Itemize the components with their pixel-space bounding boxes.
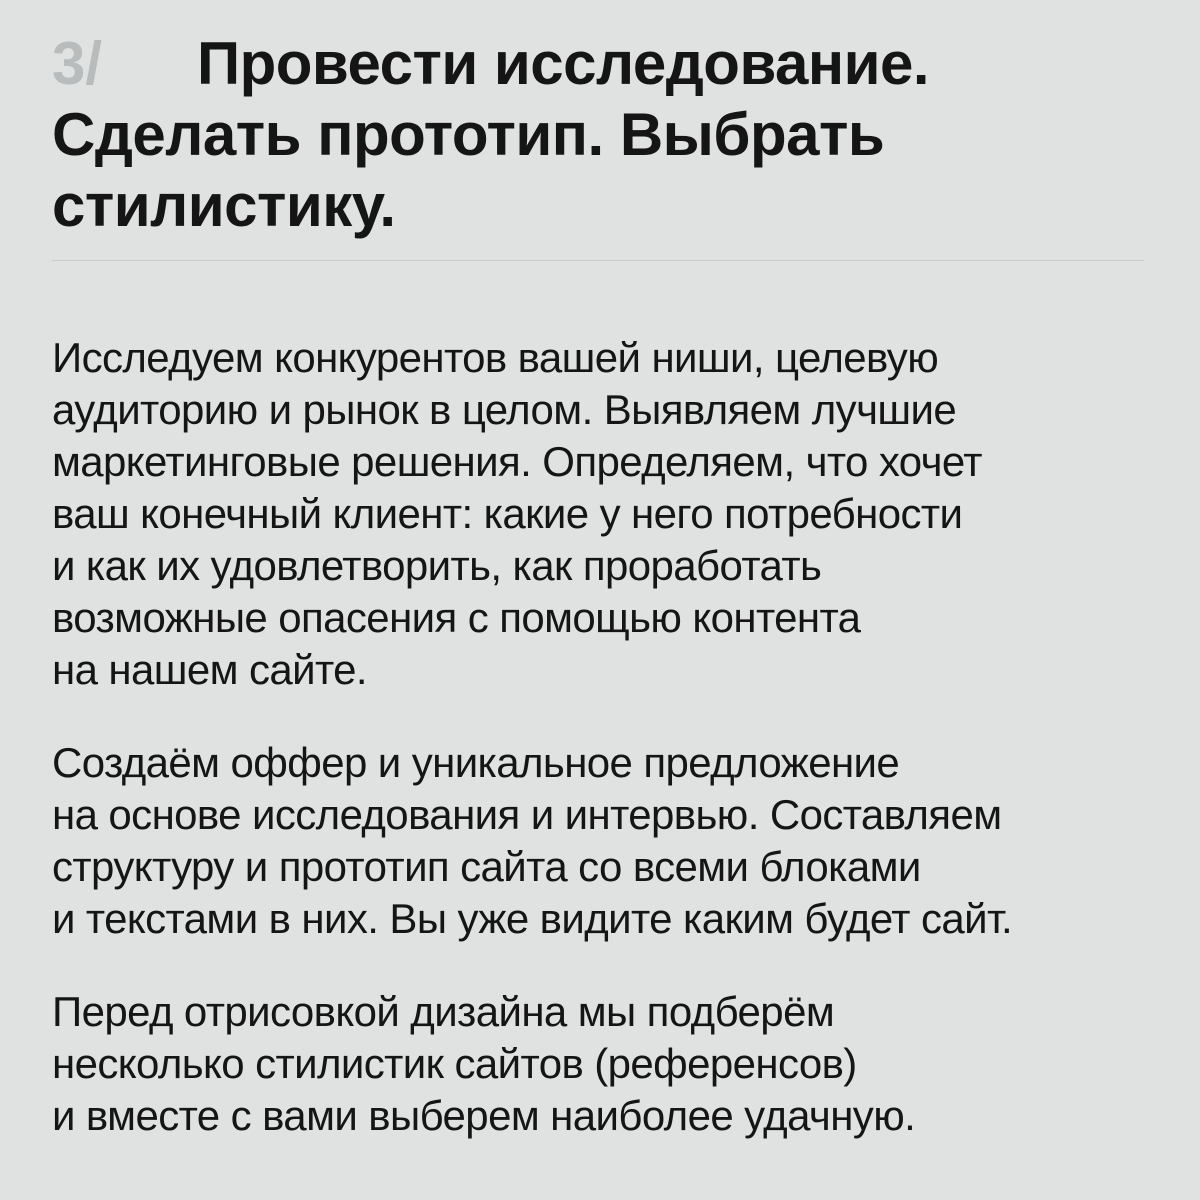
paragraph-line: на нашем сайте. xyxy=(52,646,367,693)
paragraph-line: и как их удовлетворить, как проработать xyxy=(52,542,822,589)
paragraph-line: маркетинговые решения. Определяем, что хочет xyxy=(52,438,982,485)
step-number: 3/ xyxy=(52,30,103,97)
paragraph-line: структуру и прототип сайта со всеми блоками xyxy=(52,843,921,890)
paragraph-line: Перед отрисовкой дизайна мы подберём xyxy=(52,988,835,1035)
heading-line-text: Провести исследование. xyxy=(197,30,930,97)
step-heading xyxy=(52,28,1112,241)
divider xyxy=(52,260,1144,261)
paragraph-style xyxy=(52,986,1142,1142)
paragraph-line: несколько стилистик сайтов (референсов) xyxy=(52,1040,857,1087)
paragraph-prototype xyxy=(52,737,1142,945)
body-text xyxy=(52,332,1142,1183)
heading-line-1 xyxy=(52,28,1112,99)
paragraph-line: аудиторию и рынок в целом. Выявляем лучшие xyxy=(52,386,957,433)
paragraph-line: возможные опасения с помощью контента xyxy=(52,594,861,641)
paragraph-line: на основе исследования и интервью. Составляем xyxy=(52,791,1002,838)
paragraph-line: Создаём оффер и уникальное предложение xyxy=(52,739,900,786)
paragraph-line: ваш конечный клиент: какие у него потребности xyxy=(52,490,963,537)
heading-line-3: стилистику. xyxy=(52,172,396,239)
content-card xyxy=(52,0,1144,1200)
paragraph-research xyxy=(52,332,1142,696)
paragraph-line: и текстами в них. Вы уже видите каким будет сайт. xyxy=(52,895,1013,942)
heading-line-2: Сделать прототип. Выбрать xyxy=(52,101,885,168)
paragraph-line: Исследуем конкурентов вашей ниши, целевую xyxy=(52,334,939,381)
paragraph-line: и вместе с вами выберем наиболее удачную. xyxy=(52,1092,916,1139)
